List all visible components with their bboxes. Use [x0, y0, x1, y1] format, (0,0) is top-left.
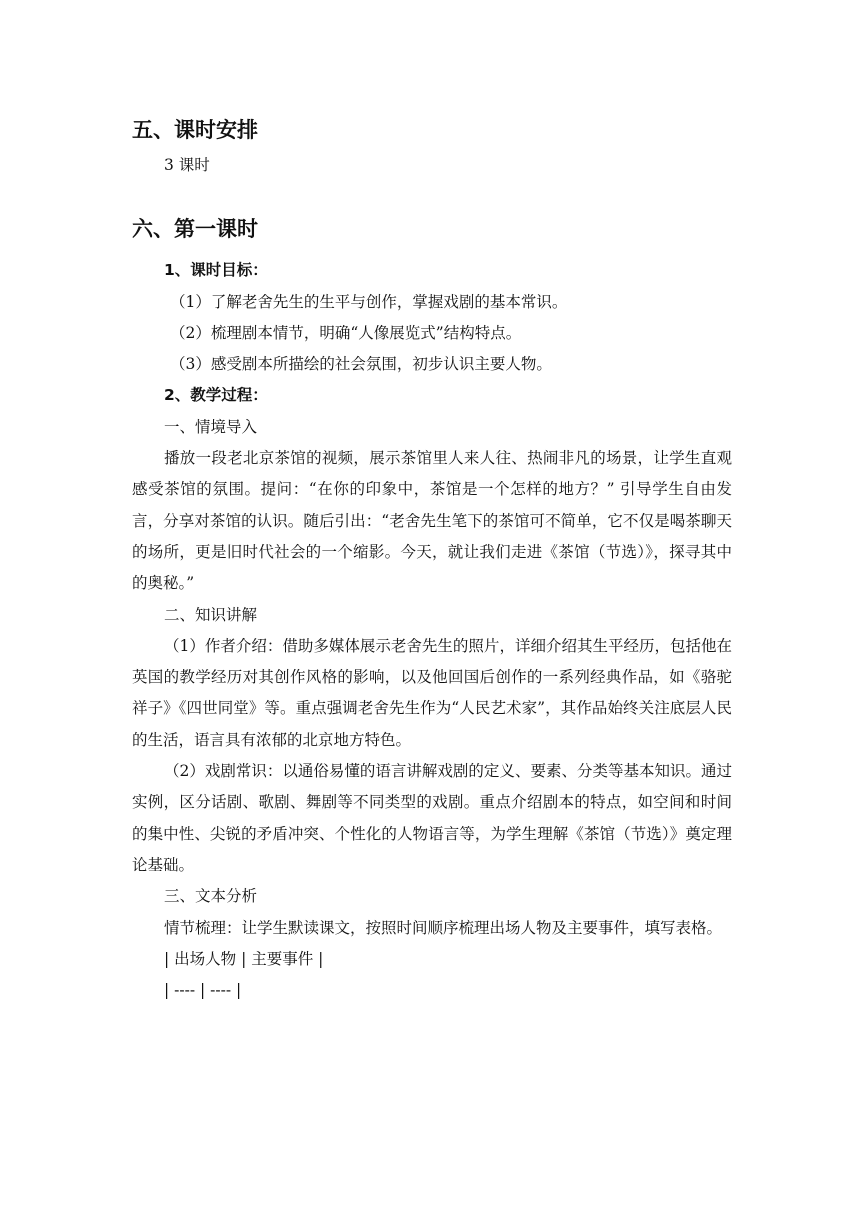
section-5-heading: 五、课时安排 — [132, 118, 258, 142]
table-header-line: | 出场人物 | 主要事件 | — [164, 949, 324, 968]
objective-item-1: （1）了解老舍先生的生平与创作，掌握戏剧的基本常识。 — [170, 292, 568, 311]
plot-outline-paragraph: 情节梳理：让学生默读课文，按照时间顺序梳理出场人物及主要事件，填写表格。 — [164, 918, 723, 937]
objective-item-3: （3）感受剧本所描绘的社会氛围，初步认识主要人物。 — [170, 355, 552, 374]
objectives-title: 1、课时目标： — [164, 261, 268, 280]
objective-item-2: （2）梳理剧本情节，明确“人像展览式”结构特点。 — [170, 323, 522, 342]
part-1-paragraph: 播放一段老北京茶馆的视频，展示茶馆里人来人往、热闹非凡的场景，让学生直观感受茶馆的氛围。提问：“在你的印象中，茶馆是一个怎样的地方？” 引导学生自由发言，分享对茶馆的认识。随后引出：“老舍先生笔下的茶馆可不简单，它不仅是喝茶聊天的场所，更是旧时代社会的一个缩影。今天，就让我们走进《茶馆（节选）》，探寻其中的奥秘。” — [132, 449, 732, 593]
table-separator-line: | ---- | ---- | — [164, 981, 242, 1000]
drama-knowledge-paragraph: （2）戏剧常识：以通俗易懂的语言讲解戏剧的定义、要素、分类等基本知识。通过实例，区分话剧、歌剧、舞剧等不同类型的戏剧。重点介绍剧本的特点，如空间和时间的集中性、尖锐的矛盾冲突、个性化的人物语言等，为学生理解《茶馆（节选）》奠定理论基础。 — [132, 762, 732, 874]
author-intro-paragraph: （1）作者介绍：借助多媒体展示老舍先生的照片，详细介绍其生平经历，包括他在英国的教学经历对其创作风格的影响，以及他回国后创作的一系列经典作品，如《骆驼祥子》《四世同堂》等。重点强调老舍先生作为“人民艺术家”，其作品始终关注底层人民的生活，语言具有浓郁的北京地方特色。 — [132, 636, 732, 749]
class-hours-text: 3 课时 — [164, 156, 210, 174]
process-title: 2、教学过程： — [164, 386, 268, 405]
section-6-body — [132, 255, 732, 1006]
part-1-title: 一、情境导入 — [164, 417, 258, 436]
part-3-title: 三、文本分析 — [164, 887, 258, 906]
part-2-title: 二、知识讲解 — [164, 605, 258, 624]
section-6-heading: 六、第一课时 — [132, 217, 258, 242]
document-body — [132, 108, 732, 1006]
